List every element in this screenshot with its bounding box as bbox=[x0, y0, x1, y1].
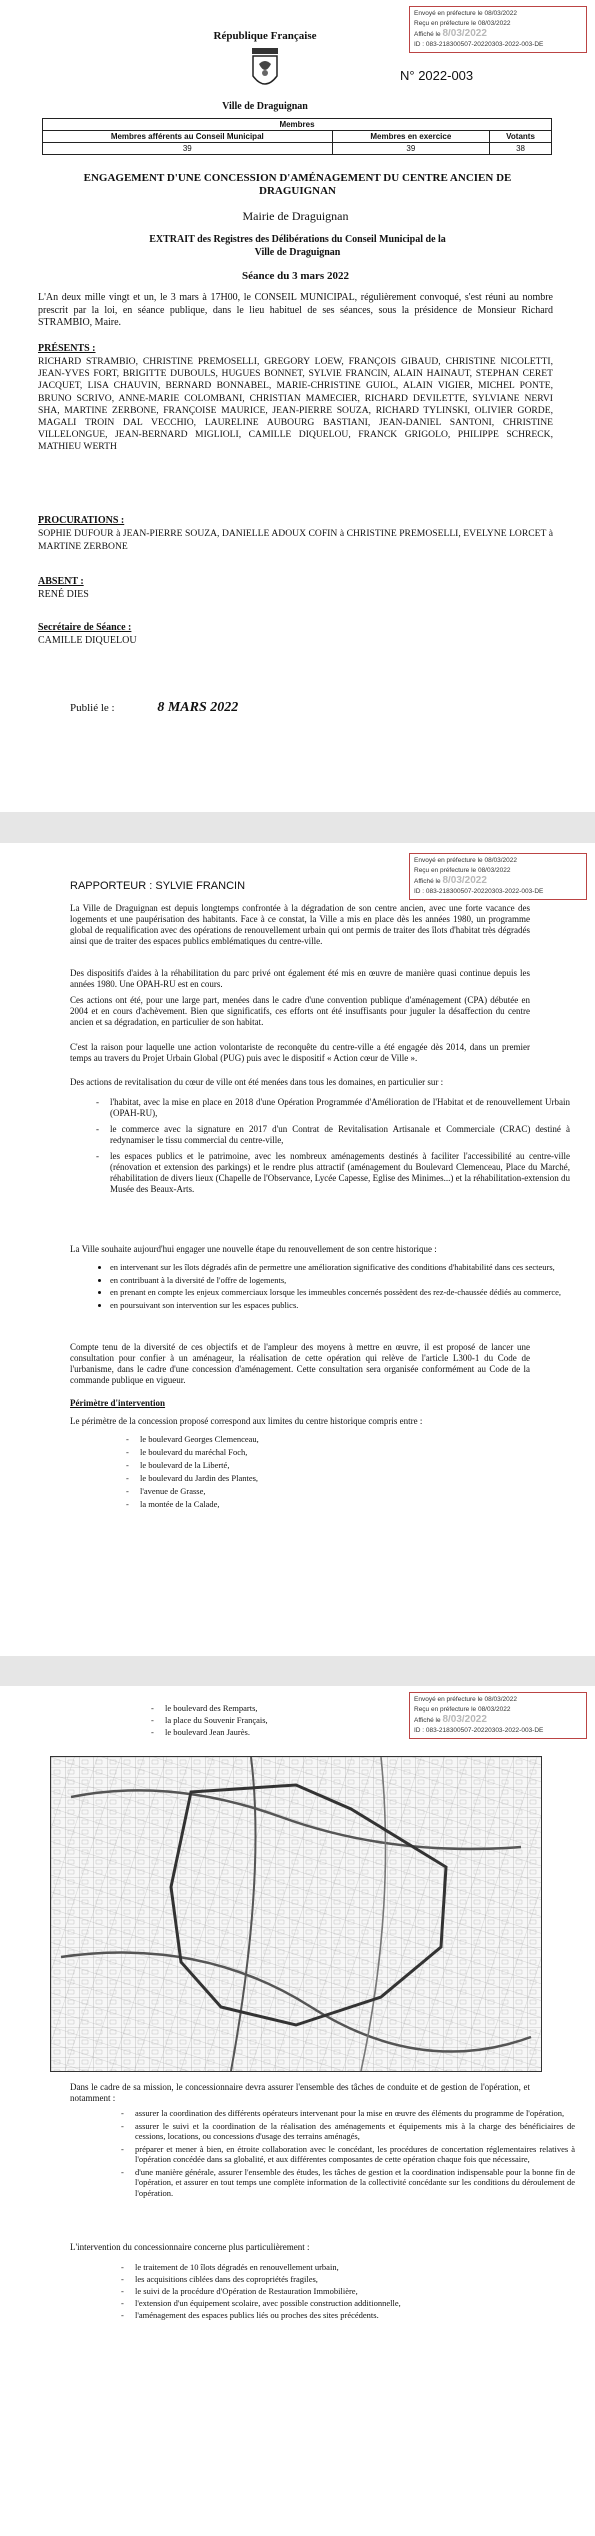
stamp-sent: Envoyé en préfecture le 08/03/2022 bbox=[414, 10, 517, 17]
deliberation-number: N° 2022-003 bbox=[400, 68, 474, 83]
presents-list: RICHARD STRAMBIO, CHRISTINE PREMOSELLI, GREGORY LOEW, FRANÇOIS GIBAUD, CHRISTINE NICOLETTI, JEAN-YVES FORT, BRIGITTE DUBOULS, HUGUES BONNET, SYLVIE FRANCIN, ALAIN HAINAUT, STEPHAN CERET JACQUET, LISA CHAUVIN, BERNARD BONNABEL, MARIE-CHRISTINE GUIOL, ALAIN VIGIER, MICHEL PONTE, BRUNO SCRIVO, ANNE-MARIE COLOMBANI, CHRISTIAN MAMECIER, RICHARD DEVILETTE, SYLVIANE NERVI SHA, MARTINE ZERBONE, FRANÇOISE MAURICE, JEAN-PIERRE SOUZA, RICHARD TYLINSKI, OLIVIER GORDE, MAGALI TROIN DAL VECCHIO, LAURELINE AUBOURG BASTIANI, JEAN-DANIEL SANTONI, CHRISTINE VILLELONGUE, JEAN-BERNARD MIGLIOLI, CAMILLE DIQUELOU, FRANCK GRIGOLO, PHILIPPE SCHRECK, MATHIEU WERTH bbox=[38, 356, 553, 453]
stamp-received: Reçu en préfecture le 08/03/2022 bbox=[414, 867, 511, 874]
list-item: - l'aménagement des espaces publics liés ou proches des sites précédents. bbox=[135, 2310, 575, 2321]
city-emblem-icon bbox=[248, 46, 282, 94]
p2-paragraph-8: Le périmètre de la concession proposé correspond aux limites du centre historique compris entre : bbox=[70, 1416, 423, 1426]
letterhead bbox=[180, 30, 350, 112]
p2-list-actions bbox=[70, 1097, 570, 1200]
p2-list-objectifs bbox=[70, 1262, 570, 1312]
list-item: - le commerce avec la signature en 2017 d'un Contrat de Revitalisation Artisanale et Commerciale (CRAC) destiné à redynamiser le tissu commercial du centre-ville, bbox=[110, 1124, 570, 1146]
rapporteur: RAPPORTEUR : SYLVIE FRANCIN bbox=[70, 880, 246, 892]
list-item: - le boulevard du Jardin des Plantes, bbox=[140, 1473, 440, 1484]
stamp-id: ID : 083-218300507-20220303-2022-003-DE bbox=[414, 888, 544, 895]
stamp-posted-date: 8/03/2022 bbox=[442, 876, 487, 886]
list-item: - les acquisitions ciblées dans des copropriétés fragiles, bbox=[135, 2274, 575, 2285]
prefecture-stamp-3 bbox=[409, 1692, 587, 1739]
publie-label: Publié le : bbox=[70, 702, 115, 714]
p2-paragraph-2: Des dispositifs d'aides à la réhabilitation du parc privé ont également été mis en œuvre de manière quasi continue depuis les années 1980. Une OPAH-RU est en cours. bbox=[70, 968, 530, 989]
stamp-received: Reçu en préfecture le 08/03/2022 bbox=[414, 1706, 511, 1713]
membres-val-exercice: 39 bbox=[332, 143, 490, 155]
list-item: • en prenant en compte les enjeux commerciaux lorsque les immeubles concernés possèdent des rez-de-chaussée dédiés au commerce, bbox=[110, 1287, 570, 1298]
list-item: - préparer et mener à bien, en étroite collaboration avec le concédant, les procédures de concertation réglementaires relatives à l'opération concédée dans sa globalité, et aux différentes composantes de cette opération chaque fois que nécessaire, bbox=[135, 2144, 575, 2165]
p3-list-perimetre-suite bbox=[125, 1703, 415, 1739]
p2-list-perimetre bbox=[100, 1434, 440, 1512]
list-item: - la place du Souvenir Français, bbox=[165, 1715, 415, 1726]
absent-label: ABSENT : bbox=[38, 576, 84, 587]
prefecture-stamp-2 bbox=[409, 853, 587, 900]
p3-paragraph-2: L'intervention du concessionnaire concerne plus particulièrement : bbox=[70, 2242, 310, 2252]
stamp-posted-label: Affiché le bbox=[414, 31, 441, 38]
list-item: - le boulevard de la Liberté, bbox=[140, 1460, 440, 1471]
membres-header: Membres bbox=[43, 119, 552, 131]
list-item: - d'une manière générale, assurer l'ensemble des études, les tâches de gestion et la coordination indispensable pour la bonne fin de l'opération, et assurer en tout temps une complète information de la collectivité concédante sur les conditions du déroulement de l'opération. bbox=[135, 2167, 575, 2199]
membres-val-votants: 38 bbox=[490, 143, 552, 155]
stamp-posted-date: 8/03/2022 bbox=[442, 29, 487, 39]
procurations-list: SOPHIE DUFOUR à JEAN-PIERRE SOUZA, DANIELLE ADOUX COFIN à CHRISTINE PREMOSELLI, EVELYNE LORCET à MARTINE ZERBONE bbox=[38, 528, 553, 552]
p3-list-intervention bbox=[95, 2262, 575, 2322]
perimetre-title: Périmètre d'intervention bbox=[70, 1398, 166, 1408]
list-item: - la montée de la Calade, bbox=[140, 1499, 440, 1510]
membres-table bbox=[42, 118, 552, 155]
list-item: - le boulevard des Remparts, bbox=[165, 1703, 415, 1714]
list-item: - l'habitat, avec la mise en place en 2018 d'une Opération Programmée d'Amélioration de l'Habitat et de renouvellement Urbain (OPAH-RU), bbox=[110, 1097, 570, 1119]
membres-col-afferents: Membres afférents au Conseil Municipal bbox=[43, 131, 333, 143]
page-1 bbox=[0, 0, 595, 812]
membres-col-votants: Votants bbox=[490, 131, 552, 143]
list-item: • en poursuivant son intervention sur les espaces publics. bbox=[110, 1300, 570, 1311]
list-item: - le traitement de 10 îlots dégradés en renouvellement urbain, bbox=[135, 2262, 575, 2273]
absent-list: RENÉ DIES bbox=[38, 589, 89, 600]
deliberation-objet: ENGAGEMENT D'UNE CONCESSION D'AMÉNAGEMENT DU CENTRE ANCIEN DE DRAGUIGNAN bbox=[83, 172, 512, 197]
membres-col-exercice: Membres en exercice bbox=[332, 131, 490, 143]
perimetre-map bbox=[50, 1756, 542, 2072]
publie-date: 8 MARS 2022 bbox=[157, 700, 239, 715]
seance-date: Séance du 3 mars 2022 bbox=[242, 270, 349, 282]
list-item: - le suivi de la procédure d'Opération de Restauration Immobilière, bbox=[135, 2286, 575, 2297]
p3-paragraph-1: Dans le cadre de sa mission, le concessionnaire devra assurer l'ensemble des tâches de conduite et de gestion de l'opération, et notamment : bbox=[70, 2082, 530, 2103]
list-item: - le boulevard du maréchal Foch, bbox=[140, 1447, 440, 1458]
list-item: - l'avenue de Grasse, bbox=[140, 1486, 440, 1497]
p2-paragraph-5: Des actions de revitalisation du cœur de ville ont été menées dans tous les domaines, en particulier sur : bbox=[70, 1077, 444, 1087]
publication-line bbox=[70, 700, 238, 716]
secretaire-label: Secrétaire de Séance : bbox=[38, 622, 132, 633]
p2-paragraph-7: Compte tenu de la diversité de ces objectifs et de l'ampleur des moyens à mettre en œuvre, il est proposé de lancer une consultation pour confier à un aménageur, la réalisation de cette opération qui relève de l'article L300-1 du Code de l'urbanisme, dans le cadre d'une concession d'aménagement. Cette consultation sera organisée conformément au Code de la commande publique en vigueur. bbox=[70, 1342, 530, 1385]
p2-paragraph-3: Ces actions ont été, pour une large part, menées dans le cadre d'une convention publique d'aménagement (CPA) débutée en 2004 et en cours d'achèvement. Bien que significatifs, ces efforts ont été insuffisants pour juguler la désaffection du centre ancien et sa dégradation, en particulier de son habitat. bbox=[70, 995, 530, 1027]
stamp-sent: Envoyé en préfecture le 08/03/2022 bbox=[414, 857, 517, 864]
list-item: - assurer le suivi et la coordination de la réalisation des aménagements et équipements mis à la charge des bénéficiaires de cessions, locations, ou concessions d'usage des terrains aménagés, bbox=[135, 2121, 575, 2142]
extrait-title: EXTRAIT des Registres des Délibérations du Conseil Municipal de la Ville de Draguignan bbox=[149, 234, 446, 258]
republique-title: République Française bbox=[213, 30, 317, 42]
p2-paragraph-4: C'est la raison pour laquelle une action volontariste de reconquête du centre-ville a été engagée dès 2014, dans un premier temps au travers du Projet Urbain Global (PUG) puis avec le dispositif « Action cœur de Ville ». bbox=[70, 1042, 530, 1063]
list-item: • en contribuant à la diversité de l'offre de logements, bbox=[110, 1275, 570, 1286]
prefecture-stamp bbox=[409, 6, 587, 53]
list-item: • en intervenant sur les îlots dégradés afin de permettre une amélioration significative des conditions d'habitabilité dans ces secteurs, bbox=[110, 1262, 570, 1273]
stamp-id: ID : 083-218300507-20220303-2022-003-DE bbox=[414, 1727, 544, 1734]
secretaire-name: CAMILLE DIQUELOU bbox=[38, 635, 137, 646]
membres-val-afferents: 39 bbox=[43, 143, 333, 155]
intro-paragraph: L'An deux mille vingt et un, le 3 mars à 17H00, le CONSEIL MUNICIPAL, régulièrement convoqué, s'est réuni au nombre prescrit par la loi, en séance publique, dans le lieu habituel de ses séances, sous la présidence de Monsieur Richard STRAMBIO, Maire. bbox=[38, 292, 553, 328]
stamp-id: ID : 083-218300507-20220303-2022-003-DE bbox=[414, 41, 544, 48]
list-item: - les espaces publics et le patrimoine, avec les nombreux aménagements destinés à faciliter l'accessibilité au centre-ville (rénovation et extension des parkings) et le rendre plus attractif (aménagement du Boulevard Clemenceau, Place du Marché, réhabilitation de divers lieux (Chapelle de l'Observance, Lycée Capesse, Eglise des Minimes...) et la réhabilitation-extension du Musée des Beaux-Arts. bbox=[110, 1151, 570, 1195]
list-item: - le boulevard Georges Clemenceau, bbox=[140, 1434, 440, 1445]
stamp-posted-date: 8/03/2022 bbox=[442, 1715, 487, 1725]
stamp-posted-label: Affiché le bbox=[414, 1717, 441, 1724]
presents-label: PRÉSENTS : bbox=[38, 343, 96, 354]
list-item: - assurer la coordination des différents opérateurs intervenant pour la mise en œuvre des éléments du programme de l'opération, bbox=[135, 2108, 575, 2119]
ville-title: Ville de Draguignan bbox=[222, 101, 308, 112]
list-item: - le boulevard Jean Jaurès. bbox=[165, 1727, 415, 1738]
list-item: - l'extension d'un équipement scolaire, avec possible construction additionnelle, bbox=[135, 2298, 575, 2309]
stamp-sent: Envoyé en préfecture le 08/03/2022 bbox=[414, 1696, 517, 1703]
mairie-title: Mairie de Draguignan bbox=[242, 209, 349, 223]
p2-paragraph-1: La Ville de Draguignan est depuis longtemps confrontée à la dégradation de son centre ancien, avec une forte vacance des logements et une paupérisation des habitants. Face à ce constat, la Ville a mis en place dès les années 1980, un programme global de requalification avec des opérations de renouvellement urbain qui ont permis de traiter des îlots d'habitat très dégradés ainsi que de traiter des espaces publics emblématiques du centre-ville. bbox=[70, 903, 530, 946]
p2-paragraph-6: La Ville souhaite aujourd'hui engager une nouvelle étape du renouvellement de son centre historique : bbox=[70, 1244, 437, 1254]
stamp-received: Reçu en préfecture le 08/03/2022 bbox=[414, 20, 511, 27]
p3-list-missions bbox=[95, 2108, 575, 2200]
stamp-posted-label: Affiché le bbox=[414, 878, 441, 885]
procurations-label: PROCURATIONS : bbox=[38, 515, 125, 526]
